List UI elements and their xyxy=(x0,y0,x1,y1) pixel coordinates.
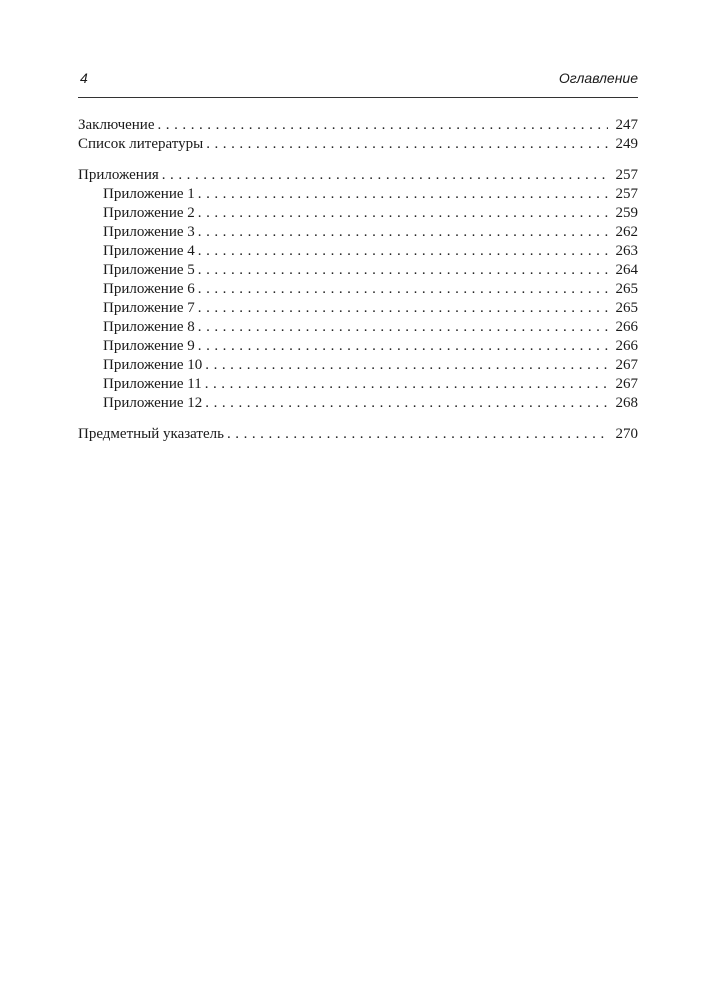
toc-dot-leader xyxy=(162,166,608,185)
toc-entry-label: Приложение 11 xyxy=(103,376,202,392)
toc-dot-leader xyxy=(206,135,608,154)
toc-entry[interactable] xyxy=(78,425,638,444)
toc-dot-leader xyxy=(158,116,609,135)
toc-dot-leader xyxy=(198,185,608,204)
toc-entry-label: Приложение 10 xyxy=(103,357,203,373)
toc-dot-leader xyxy=(198,242,608,261)
toc-entry-page: 263 xyxy=(615,243,638,259)
toc-dot-leader xyxy=(198,280,608,299)
toc-group xyxy=(78,116,638,154)
toc-entry[interactable] xyxy=(78,166,638,185)
toc-entry-label: Приложение 7 xyxy=(103,300,195,316)
toc-entry-page: 266 xyxy=(615,338,638,354)
toc-dot-leader xyxy=(205,356,608,375)
toc-entry-page: 257 xyxy=(615,167,638,183)
toc-entry-label: Приложение 9 xyxy=(103,338,195,354)
toc-dot-leader xyxy=(198,318,608,337)
toc-entry-label: Приложения xyxy=(78,167,159,183)
toc-entry-page: 264 xyxy=(615,262,638,278)
toc-entry-label: Предметный указатель xyxy=(78,426,224,442)
toc-sub-entry[interactable] xyxy=(78,375,638,394)
toc-sub-entry[interactable] xyxy=(78,299,638,318)
toc-entry-page: 249 xyxy=(615,136,638,152)
toc-entry-page: 265 xyxy=(615,300,638,316)
header-rule xyxy=(78,97,638,98)
toc-entry-page: 267 xyxy=(615,376,638,392)
toc-dot-leader xyxy=(205,394,608,413)
page-number: 4 xyxy=(80,70,88,86)
toc-entry-label: Приложение 6 xyxy=(103,281,195,297)
toc-sub-entry[interactable] xyxy=(78,337,638,356)
toc-sub-entry[interactable] xyxy=(78,261,638,280)
toc-entry-page: 266 xyxy=(615,319,638,335)
toc-dot-leader xyxy=(205,375,608,394)
toc-entry[interactable] xyxy=(78,135,638,154)
table-of-contents xyxy=(78,116,638,444)
toc-sub-entry[interactable] xyxy=(78,356,638,375)
toc-entry-page: 257 xyxy=(615,186,638,202)
toc-entry-page: 270 xyxy=(615,426,638,442)
toc-group xyxy=(78,166,638,413)
toc-entry-label: Приложение 4 xyxy=(103,243,195,259)
toc-sub-entry[interactable] xyxy=(78,242,638,261)
toc-entry-page: 268 xyxy=(615,395,638,411)
toc-entry-label: Приложение 12 xyxy=(103,395,203,411)
toc-dot-leader xyxy=(198,299,608,318)
toc-sub-entry[interactable] xyxy=(78,394,638,413)
toc-entry-label: Приложение 8 xyxy=(103,319,195,335)
toc-entry-page: 265 xyxy=(615,281,638,297)
toc-entry-label: Заключение xyxy=(78,117,155,133)
toc-dot-leader xyxy=(198,337,608,356)
toc-entry-page: 247 xyxy=(615,117,638,133)
toc-dot-leader xyxy=(198,261,608,280)
toc-dot-leader xyxy=(227,425,608,444)
section-title: Оглавление xyxy=(558,70,638,86)
toc-entry-page: 259 xyxy=(615,205,638,221)
toc-sub-entry[interactable] xyxy=(78,204,638,223)
toc-entry-label: Приложение 3 xyxy=(103,224,195,240)
toc-entry-label: Приложение 5 xyxy=(103,262,195,278)
toc-dot-leader xyxy=(198,223,608,242)
toc-sub-entry[interactable] xyxy=(78,280,638,299)
toc-entry[interactable] xyxy=(78,116,638,135)
toc-dot-leader xyxy=(198,204,608,223)
toc-sub-entry[interactable] xyxy=(78,223,638,242)
toc-sub-entry[interactable] xyxy=(78,318,638,337)
toc-sub-entry[interactable] xyxy=(78,185,638,204)
toc-entry-label: Приложение 1 xyxy=(103,186,195,202)
toc-entry-label: Приложение 2 xyxy=(103,205,195,221)
running-head xyxy=(78,70,638,92)
toc-entry-label: Список литературы xyxy=(78,136,204,152)
toc-group xyxy=(78,425,638,444)
toc-entry-page: 262 xyxy=(615,224,638,240)
toc-entry-page: 267 xyxy=(615,357,638,373)
